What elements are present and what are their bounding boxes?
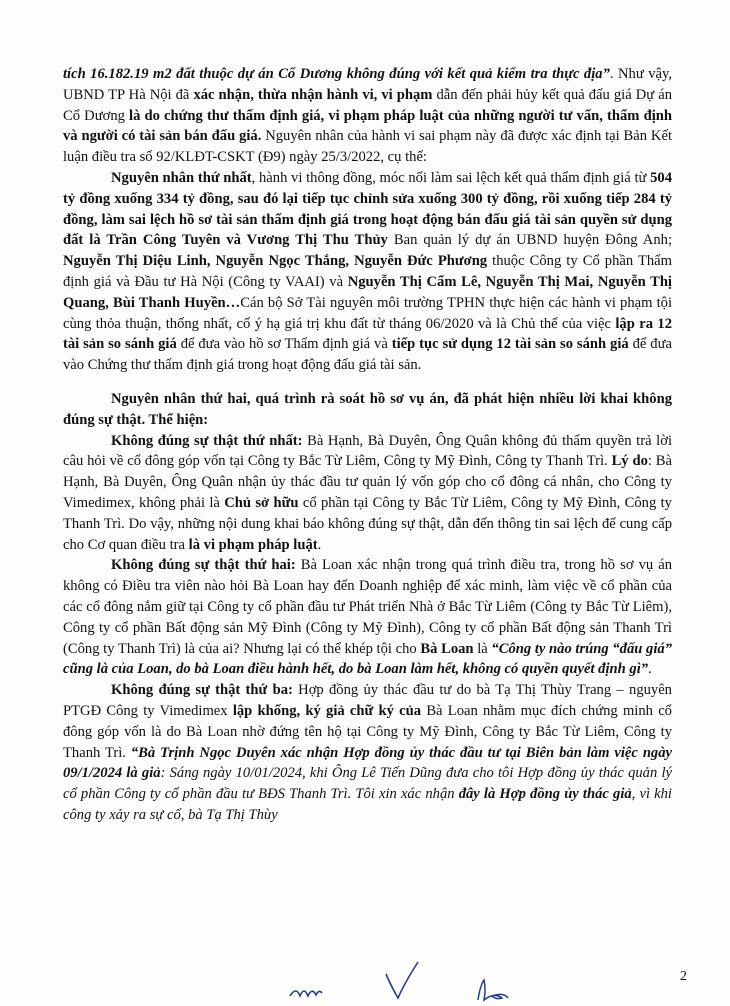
- text-run: .: [317, 536, 322, 553]
- text-run: . Như vậy, UBND TP Hà Nội đã: [63, 66, 673, 103]
- text-run: Bà Loan nhằm mục đích chứng minh cổ đông góp vốn là do Bà Loan nhờ đứng tên hộ tại Công ty Mỹ Đình, Công ty Bắc Từ Liêm, Công ty Thanh Trì.: [63, 702, 672, 761]
- text-run: Nguyên nhân thứ hai, quá trình rà soát hồ sơ vụ án, đã phát hiện nhiều lời khai không đúng sự thật. Thể hiện:: [63, 390, 672, 428]
- text-run: lập ra 12 tài sản so sánh giá: [63, 315, 672, 353]
- text-run: Bà Hạnh, Bà Duyên, Ông Quân không đủ thẩm quyền trả lời câu hỏi về cổ đông góp vốn tại Công ty Bắc Từ Liêm, Công ty Mỹ Đình, Công ty Thanh Trì.: [63, 432, 672, 470]
- text-run: cổ phần tại Công ty Bắc Từ Liêm, Công ty Mỹ Đình, Công ty Thanh Trì. Do vậy, những nội dung khai báo không đúng sự thật, dẫn đến thông tin sai lệch để cung cấp cho Cơ quan điều tra: [63, 494, 672, 553]
- text-run: tiếp tục sử dụng 12 tài sản so sánh giá: [391, 336, 629, 353]
- text-run: thuộc Công ty Cổ phần Thẩm định giá và Đầu tư Hà Nội (Công ty VAAI) và: [63, 253, 672, 290]
- text-run: là vi phạm pháp luật: [188, 536, 318, 553]
- text-run: Nguyễn Thị Cẩm Lê, Nguyễn Thị Mai, Nguyễn Thị Quang, Bùi Thanh Huyền…: [63, 273, 672, 311]
- paragraph: [63, 431, 672, 556]
- paragraph: [63, 168, 672, 376]
- text-run: : Sáng ngày 10/01/2024, khi Ông Lê Tiến Dũng đưa cho tôi Hợp đồng ủy thác quản lý cổ phần Công ty cổ phần đầu tư BĐS Thanh Trì. Tôi xin xác nhận: [63, 765, 672, 803]
- text-run: Hợp đồng ủy thác đầu tư do bà Tạ Thị Thùy Trang – nguyên PTGĐ Công ty Vimedimex: [63, 682, 672, 719]
- text-run: Cán bộ Sở Tài nguyên môi trường TPHN thực hiện các hành vi phạm tội cùng thỏa thuận, thống nhất, cố ý hạ giá trị khu đất từ tháng 06/2020 và là Chủ thể của việc: [63, 294, 673, 332]
- text-run: Chủ sở hữu: [224, 494, 299, 511]
- text-run: Không đúng sự thật thứ ba:: [111, 682, 293, 699]
- text-run: Nguyên nhân của hành vi sai phạm này đã được xác định tại Bản Kết luận điều tra số 92/KLĐT-CSKT (Đ9) ngày 25/3/2022, cụ thể:: [63, 128, 672, 166]
- paragraph: [63, 680, 672, 826]
- text-run: “Công ty nào trúng “đấu giá” cũng là của Loan, do bà Loan điều hành hết, do bà Loan làm hết, không có quyền quyết định gì”: [63, 640, 672, 678]
- text-run: xác nhận, thừa nhận hành vi, vi phạm: [193, 86, 433, 103]
- text-run: để đưa vào hồ sơ Thẩm định giá và: [176, 336, 392, 353]
- text-run: 504 tỷ đồng xuống 334 tỷ đồng, sau đó lại tiếp tục chỉnh sửa xuống 300 tỷ đồng, rồi xuống tiếp 284 tỷ đồng, làm sai lệch hồ sơ tài sản thẩm định giá trong hoạt động bán đấu giá tài sản quyền sử dụng đất là Trần Công Tuyên và Vương Thị Thu Thủy: [63, 169, 672, 249]
- text-run: là: [473, 640, 492, 657]
- text-run: Bà Loan: [420, 640, 474, 657]
- paragraph: [63, 389, 672, 431]
- text-run: Không đúng sự thật thứ nhất:: [111, 432, 303, 449]
- text-run: : Bà Hạnh, Bà Duyên, Ông Quân nhận ủy thác đầu tư quản lý vốn góp cho cổ đông cá nhân, cho Công ty Vimedimex, không phải là: [63, 453, 673, 511]
- text-run: , vì khi công ty xảy ra sự cố, bà Tạ Thị Thùy: [63, 786, 672, 823]
- body-text: [63, 64, 672, 826]
- signature-mark: [478, 980, 508, 1000]
- text-run: Nguyên nhân thứ nhất: [111, 169, 252, 186]
- text-run: , hành vi thông đồng, móc nối làm sai lệch kết quả thẩm định giá từ: [251, 169, 651, 186]
- text-run: Nguyễn Thị Diệu Linh, Nguyễn Ngọc Thắng, Nguyễn Đức Phương: [63, 253, 488, 270]
- text-run: dẫn đến phải hủy kết quả đấu giá Dự án Cổ Dương: [63, 86, 672, 124]
- page-number: 2: [680, 969, 687, 984]
- text-run: đây là Hợp đồng ủy thác giả: [458, 786, 632, 803]
- text-run: để đưa vào Chứng thư thẩm định giá trong hoạt động đấu giá tài sản.: [63, 336, 672, 374]
- text-run: lập khống, ký giả chữ ký của: [232, 702, 422, 719]
- initials-signatures: [0, 960, 730, 1006]
- text-run: là do chứng thư thẩm định giá, vi phạm pháp luật của những người tư vấn, thẩm định và người có tài sản bán đấu giá.: [63, 107, 672, 145]
- text-run: tích 16.182.19 m2 đất thuộc dự án Cổ Dương không đúng với kết quả kiểm tra thực địa”: [63, 66, 610, 82]
- text-run: Lý do: [611, 453, 648, 470]
- paragraph: [63, 64, 672, 168]
- text-run: Bà Loan xác nhận trong quá trình điều tra, trong hồ sơ vụ án không có Điều tra viên nào hỏi Bà Loan hay đến Doanh nghiệp để xác minh, làm việc về cổ phần của các cổ đông nắm giữ tại Công ty cổ phần đầu tư Phát triển Nhà ở Bắc Từ Liêm (Công ty Bắc Từ Liêm), Công ty cổ phần Bất động sản Mỹ Đình (Công ty Mỹ Đình), Công ty cổ phần Bất động sản Thanh Trì (Công ty Thanh Trì) là của ai? Nhưng lại có thể khép tội cho: [63, 557, 673, 657]
- text-run: Ban quản lý dự án UBND huyện Đông Anh;: [387, 232, 672, 249]
- text-run: .: [648, 661, 652, 678]
- signature-mark: [386, 962, 418, 998]
- signature-mark: [290, 991, 322, 996]
- text-run: Không đúng sự thật thứ hai:: [111, 557, 296, 574]
- text-run: “Bà Trịnh Ngọc Duyên xác nhận Hợp đồng ủy thác đầu tư tại Biên bản làm việc ngày 09/1/2024 là giả: [63, 744, 673, 782]
- paragraph: [63, 555, 672, 680]
